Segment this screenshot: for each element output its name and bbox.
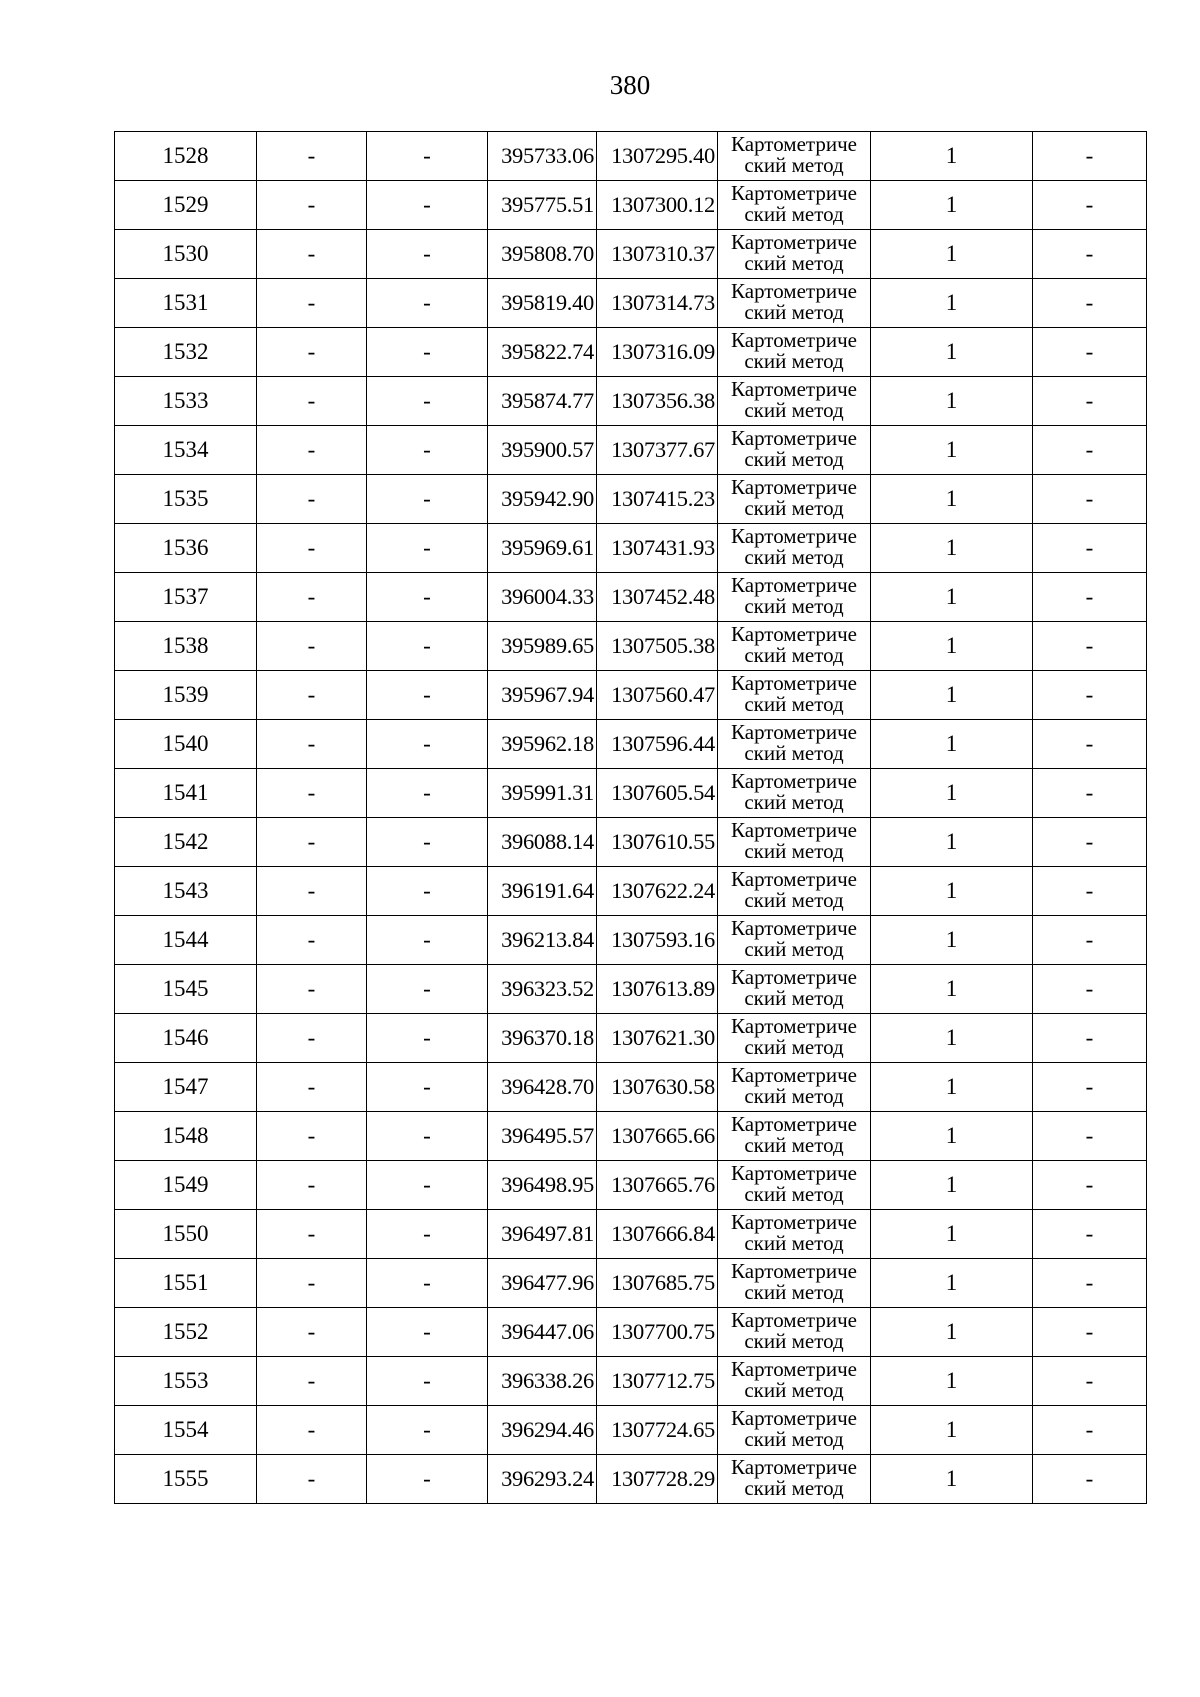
note-cell: - xyxy=(1033,279,1147,328)
method-cell xyxy=(718,1161,871,1210)
method-cell xyxy=(718,867,871,916)
empty-value-cell: - xyxy=(257,916,367,965)
method-text: Картометриче ский метод xyxy=(731,1065,857,1108)
table-row xyxy=(115,328,1147,377)
x-coordinate-cell: 395733.06 xyxy=(488,132,597,181)
method-cell xyxy=(718,230,871,279)
point-number-cell: 1537 xyxy=(115,573,257,622)
method-cell xyxy=(718,671,871,720)
empty-value-cell: - xyxy=(367,769,488,818)
table-row xyxy=(115,377,1147,426)
method-text: Картометриче ский метод xyxy=(731,967,857,1010)
method-cell xyxy=(718,181,871,230)
accuracy-cell: 1 xyxy=(871,818,1033,867)
table-row xyxy=(115,426,1147,475)
empty-value-cell: - xyxy=(367,916,488,965)
point-number-cell: 1541 xyxy=(115,769,257,818)
x-coordinate-cell: 396497.81 xyxy=(488,1210,597,1259)
accuracy-cell: 1 xyxy=(871,867,1033,916)
y-coordinate-cell: 1307316.09 xyxy=(597,328,718,377)
y-coordinate-cell: 1307593.16 xyxy=(597,916,718,965)
accuracy-cell: 1 xyxy=(871,720,1033,769)
empty-value-cell: - xyxy=(367,573,488,622)
accuracy-cell: 1 xyxy=(871,1210,1033,1259)
empty-value-cell: - xyxy=(257,1014,367,1063)
empty-value-cell: - xyxy=(257,1063,367,1112)
table-row xyxy=(115,279,1147,328)
x-coordinate-cell: 396294.46 xyxy=(488,1406,597,1455)
y-coordinate-cell: 1307665.76 xyxy=(597,1161,718,1210)
point-number-cell: 1550 xyxy=(115,1210,257,1259)
empty-value-cell: - xyxy=(367,426,488,475)
x-coordinate-cell: 396477.96 xyxy=(488,1259,597,1308)
empty-value-cell: - xyxy=(367,818,488,867)
x-coordinate-cell: 396370.18 xyxy=(488,1014,597,1063)
x-coordinate-cell: 396191.64 xyxy=(488,867,597,916)
table-row xyxy=(115,1014,1147,1063)
method-text: Картометриче ский метод xyxy=(731,1310,857,1353)
note-cell: - xyxy=(1033,671,1147,720)
y-coordinate-cell: 1307610.55 xyxy=(597,818,718,867)
table-row xyxy=(115,1161,1147,1210)
table-row xyxy=(115,622,1147,671)
table-row xyxy=(115,181,1147,230)
method-text: Картометриче ский метод xyxy=(731,1016,857,1059)
empty-value-cell: - xyxy=(257,622,367,671)
y-coordinate-cell: 1307300.12 xyxy=(597,181,718,230)
empty-value-cell: - xyxy=(367,671,488,720)
method-text: Картометриче ский метод xyxy=(731,1457,857,1500)
x-coordinate-cell: 396004.33 xyxy=(488,573,597,622)
x-coordinate-cell: 395808.70 xyxy=(488,230,597,279)
empty-value-cell: - xyxy=(367,1259,488,1308)
method-cell xyxy=(718,426,871,475)
table-row xyxy=(115,1406,1147,1455)
y-coordinate-cell: 1307452.48 xyxy=(597,573,718,622)
empty-value-cell: - xyxy=(257,965,367,1014)
method-text: Картометриче ский метод xyxy=(731,1359,857,1402)
point-number-cell: 1532 xyxy=(115,328,257,377)
accuracy-cell: 1 xyxy=(871,965,1033,1014)
note-cell: - xyxy=(1033,1112,1147,1161)
point-number-cell: 1549 xyxy=(115,1161,257,1210)
method-cell xyxy=(718,475,871,524)
accuracy-cell: 1 xyxy=(871,524,1033,573)
y-coordinate-cell: 1307685.75 xyxy=(597,1259,718,1308)
x-coordinate-cell: 396428.70 xyxy=(488,1063,597,1112)
x-coordinate-cell: 395942.90 xyxy=(488,475,597,524)
y-coordinate-cell: 1307665.66 xyxy=(597,1112,718,1161)
y-coordinate-cell: 1307560.47 xyxy=(597,671,718,720)
accuracy-cell: 1 xyxy=(871,1455,1033,1504)
note-cell: - xyxy=(1033,1063,1147,1112)
empty-value-cell: - xyxy=(257,867,367,916)
point-number-cell: 1546 xyxy=(115,1014,257,1063)
table-row xyxy=(115,818,1147,867)
empty-value-cell: - xyxy=(257,377,367,426)
accuracy-cell: 1 xyxy=(871,1406,1033,1455)
point-number-cell: 1543 xyxy=(115,867,257,916)
point-number-cell: 1548 xyxy=(115,1112,257,1161)
method-cell xyxy=(718,1406,871,1455)
note-cell: - xyxy=(1033,1308,1147,1357)
point-number-cell: 1539 xyxy=(115,671,257,720)
y-coordinate-cell: 1307505.38 xyxy=(597,622,718,671)
y-coordinate-cell: 1307377.67 xyxy=(597,426,718,475)
note-cell: - xyxy=(1033,1259,1147,1308)
note-cell: - xyxy=(1033,965,1147,1014)
empty-value-cell: - xyxy=(367,1357,488,1406)
empty-value-cell: - xyxy=(367,622,488,671)
method-cell xyxy=(718,377,871,426)
empty-value-cell: - xyxy=(367,475,488,524)
x-coordinate-cell: 396495.57 xyxy=(488,1112,597,1161)
x-coordinate-cell: 396498.95 xyxy=(488,1161,597,1210)
note-cell: - xyxy=(1033,1014,1147,1063)
empty-value-cell: - xyxy=(257,181,367,230)
x-coordinate-cell: 395962.18 xyxy=(488,720,597,769)
table-row xyxy=(115,671,1147,720)
table-row xyxy=(115,916,1147,965)
y-coordinate-cell: 1307314.73 xyxy=(597,279,718,328)
table-row xyxy=(115,475,1147,524)
empty-value-cell: - xyxy=(367,1406,488,1455)
method-cell xyxy=(718,1357,871,1406)
empty-value-cell: - xyxy=(257,1112,367,1161)
table-row xyxy=(115,1308,1147,1357)
method-cell xyxy=(718,720,871,769)
x-coordinate-cell: 395822.74 xyxy=(488,328,597,377)
table-row xyxy=(115,1455,1147,1504)
note-cell: - xyxy=(1033,1455,1147,1504)
note-cell: - xyxy=(1033,1161,1147,1210)
note-cell: - xyxy=(1033,328,1147,377)
method-cell xyxy=(718,769,871,818)
empty-value-cell: - xyxy=(257,426,367,475)
accuracy-cell: 1 xyxy=(871,181,1033,230)
note-cell: - xyxy=(1033,622,1147,671)
method-text: Картометриче ский метод xyxy=(731,869,857,912)
empty-value-cell: - xyxy=(367,328,488,377)
method-text: Картометриче ский метод xyxy=(731,281,857,324)
y-coordinate-cell: 1307700.75 xyxy=(597,1308,718,1357)
table-row xyxy=(115,1063,1147,1112)
y-coordinate-cell: 1307356.38 xyxy=(597,377,718,426)
empty-value-cell: - xyxy=(367,1308,488,1357)
note-cell: - xyxy=(1033,573,1147,622)
method-text: Картометриче ский метод xyxy=(731,771,857,814)
method-text: Картометриче ский метод xyxy=(731,232,857,275)
x-coordinate-cell: 395991.31 xyxy=(488,769,597,818)
page-number: 380 xyxy=(609,70,651,100)
note-cell: - xyxy=(1033,916,1147,965)
method-text: Картометриче ский метод xyxy=(731,477,857,520)
table-row xyxy=(115,867,1147,916)
method-cell xyxy=(718,1014,871,1063)
x-coordinate-cell: 396447.06 xyxy=(488,1308,597,1357)
empty-value-cell: - xyxy=(367,230,488,279)
note-cell: - xyxy=(1033,377,1147,426)
y-coordinate-cell: 1307666.84 xyxy=(597,1210,718,1259)
x-coordinate-cell: 396323.52 xyxy=(488,965,597,1014)
method-text: Картометриче ский метод xyxy=(731,1114,857,1157)
point-number-cell: 1540 xyxy=(115,720,257,769)
note-cell: - xyxy=(1033,132,1147,181)
method-text: Картометриче ский метод xyxy=(731,1261,857,1304)
accuracy-cell: 1 xyxy=(871,426,1033,475)
point-number-cell: 1538 xyxy=(115,622,257,671)
accuracy-cell: 1 xyxy=(871,1014,1033,1063)
method-cell xyxy=(718,965,871,1014)
x-coordinate-cell: 396293.24 xyxy=(488,1455,597,1504)
x-coordinate-cell: 395969.61 xyxy=(488,524,597,573)
accuracy-cell: 1 xyxy=(871,132,1033,181)
method-text: Картометриче ский метод xyxy=(731,820,857,863)
x-coordinate-cell: 396213.84 xyxy=(488,916,597,965)
point-number-cell: 1551 xyxy=(115,1259,257,1308)
note-cell: - xyxy=(1033,1210,1147,1259)
method-text: Картометриче ский метод xyxy=(731,624,857,667)
method-cell xyxy=(718,573,871,622)
table-row xyxy=(115,1112,1147,1161)
table-row xyxy=(115,769,1147,818)
method-text: Картометриче ский метод xyxy=(731,134,857,177)
empty-value-cell: - xyxy=(367,965,488,1014)
table-row xyxy=(115,1357,1147,1406)
note-cell: - xyxy=(1033,1357,1147,1406)
y-coordinate-cell: 1307728.29 xyxy=(597,1455,718,1504)
x-coordinate-cell: 396088.14 xyxy=(488,818,597,867)
accuracy-cell: 1 xyxy=(871,1357,1033,1406)
empty-value-cell: - xyxy=(257,1406,367,1455)
y-coordinate-cell: 1307415.23 xyxy=(597,475,718,524)
empty-value-cell: - xyxy=(257,328,367,377)
empty-value-cell: - xyxy=(367,1210,488,1259)
note-cell: - xyxy=(1033,867,1147,916)
accuracy-cell: 1 xyxy=(871,573,1033,622)
point-number-cell: 1528 xyxy=(115,132,257,181)
empty-value-cell: - xyxy=(257,573,367,622)
point-number-cell: 1555 xyxy=(115,1455,257,1504)
method-text: Картометриче ский метод xyxy=(731,526,857,569)
method-cell xyxy=(718,1308,871,1357)
point-number-cell: 1536 xyxy=(115,524,257,573)
empty-value-cell: - xyxy=(257,769,367,818)
empty-value-cell: - xyxy=(367,377,488,426)
table-row xyxy=(115,965,1147,1014)
method-cell xyxy=(718,1259,871,1308)
empty-value-cell: - xyxy=(367,1112,488,1161)
point-number-cell: 1534 xyxy=(115,426,257,475)
y-coordinate-cell: 1307431.93 xyxy=(597,524,718,573)
point-number-cell: 1552 xyxy=(115,1308,257,1357)
y-coordinate-cell: 1307613.89 xyxy=(597,965,718,1014)
note-cell: - xyxy=(1033,1406,1147,1455)
empty-value-cell: - xyxy=(367,1014,488,1063)
y-coordinate-cell: 1307621.30 xyxy=(597,1014,718,1063)
empty-value-cell: - xyxy=(257,1357,367,1406)
method-cell xyxy=(718,524,871,573)
coordinates-table xyxy=(114,131,1147,1504)
accuracy-cell: 1 xyxy=(871,622,1033,671)
table-body xyxy=(115,132,1147,1504)
table-row xyxy=(115,720,1147,769)
method-text: Картометриче ский метод xyxy=(731,1212,857,1255)
empty-value-cell: - xyxy=(367,181,488,230)
method-text: Картометриче ский метод xyxy=(731,918,857,961)
x-coordinate-cell: 395900.57 xyxy=(488,426,597,475)
empty-value-cell: - xyxy=(257,1161,367,1210)
empty-value-cell: - xyxy=(257,1308,367,1357)
note-cell: - xyxy=(1033,818,1147,867)
point-number-cell: 1554 xyxy=(115,1406,257,1455)
y-coordinate-cell: 1307310.37 xyxy=(597,230,718,279)
y-coordinate-cell: 1307605.54 xyxy=(597,769,718,818)
accuracy-cell: 1 xyxy=(871,1112,1033,1161)
y-coordinate-cell: 1307724.65 xyxy=(597,1406,718,1455)
empty-value-cell: - xyxy=(257,524,367,573)
accuracy-cell: 1 xyxy=(871,328,1033,377)
method-cell xyxy=(718,328,871,377)
accuracy-cell: 1 xyxy=(871,916,1033,965)
empty-value-cell: - xyxy=(257,230,367,279)
accuracy-cell: 1 xyxy=(871,475,1033,524)
x-coordinate-cell: 396338.26 xyxy=(488,1357,597,1406)
method-cell xyxy=(718,132,871,181)
y-coordinate-cell: 1307596.44 xyxy=(597,720,718,769)
empty-value-cell: - xyxy=(367,132,488,181)
method-text: Картометриче ский метод xyxy=(731,575,857,618)
empty-value-cell: - xyxy=(257,132,367,181)
point-number-cell: 1535 xyxy=(115,475,257,524)
method-cell xyxy=(718,622,871,671)
table-row xyxy=(115,230,1147,279)
empty-value-cell: - xyxy=(367,867,488,916)
accuracy-cell: 1 xyxy=(871,769,1033,818)
method-cell xyxy=(718,279,871,328)
point-number-cell: 1531 xyxy=(115,279,257,328)
point-number-cell: 1544 xyxy=(115,916,257,965)
note-cell: - xyxy=(1033,475,1147,524)
accuracy-cell: 1 xyxy=(871,230,1033,279)
empty-value-cell: - xyxy=(367,720,488,769)
x-coordinate-cell: 395989.65 xyxy=(488,622,597,671)
y-coordinate-cell: 1307295.40 xyxy=(597,132,718,181)
y-coordinate-cell: 1307712.75 xyxy=(597,1357,718,1406)
method-text: Картометриче ский метод xyxy=(731,379,857,422)
x-coordinate-cell: 395874.77 xyxy=(488,377,597,426)
empty-value-cell: - xyxy=(257,720,367,769)
x-coordinate-cell: 395819.40 xyxy=(488,279,597,328)
method-text: Картометриче ский метод xyxy=(731,722,857,765)
method-text: Картометриче ский метод xyxy=(731,1408,857,1451)
note-cell: - xyxy=(1033,426,1147,475)
accuracy-cell: 1 xyxy=(871,1308,1033,1357)
point-number-cell: 1547 xyxy=(115,1063,257,1112)
method-text: Картометриче ский метод xyxy=(731,183,857,226)
point-number-cell: 1533 xyxy=(115,377,257,426)
note-cell: - xyxy=(1033,720,1147,769)
x-coordinate-cell: 395775.51 xyxy=(488,181,597,230)
table-row xyxy=(115,524,1147,573)
method-text: Картометриче ский метод xyxy=(731,330,857,373)
method-text: Картометриче ский метод xyxy=(731,1163,857,1206)
empty-value-cell: - xyxy=(367,524,488,573)
empty-value-cell: - xyxy=(257,279,367,328)
accuracy-cell: 1 xyxy=(871,1259,1033,1308)
point-number-cell: 1530 xyxy=(115,230,257,279)
note-cell: - xyxy=(1033,524,1147,573)
accuracy-cell: 1 xyxy=(871,1063,1033,1112)
x-coordinate-cell: 395967.94 xyxy=(488,671,597,720)
method-text: Картометриче ский метод xyxy=(731,428,857,471)
accuracy-cell: 1 xyxy=(871,279,1033,328)
empty-value-cell: - xyxy=(257,1259,367,1308)
method-text: Картометриче ский метод xyxy=(731,673,857,716)
point-number-cell: 1529 xyxy=(115,181,257,230)
accuracy-cell: 1 xyxy=(871,1161,1033,1210)
note-cell: - xyxy=(1033,181,1147,230)
method-cell xyxy=(718,818,871,867)
accuracy-cell: 1 xyxy=(871,377,1033,426)
table-row xyxy=(115,1210,1147,1259)
y-coordinate-cell: 1307630.58 xyxy=(597,1063,718,1112)
point-number-cell: 1553 xyxy=(115,1357,257,1406)
empty-value-cell: - xyxy=(367,1161,488,1210)
method-cell xyxy=(718,1112,871,1161)
note-cell: - xyxy=(1033,769,1147,818)
point-number-cell: 1545 xyxy=(115,965,257,1014)
note-cell: - xyxy=(1033,230,1147,279)
empty-value-cell: - xyxy=(257,818,367,867)
table-row xyxy=(115,1259,1147,1308)
point-number-cell: 1542 xyxy=(115,818,257,867)
empty-value-cell: - xyxy=(367,279,488,328)
empty-value-cell: - xyxy=(367,1455,488,1504)
accuracy-cell: 1 xyxy=(871,671,1033,720)
method-cell xyxy=(718,1063,871,1112)
empty-value-cell: - xyxy=(367,1063,488,1112)
method-cell xyxy=(718,1210,871,1259)
table-row xyxy=(115,573,1147,622)
empty-value-cell: - xyxy=(257,1455,367,1504)
method-cell xyxy=(718,916,871,965)
method-cell xyxy=(718,1455,871,1504)
table-row xyxy=(115,132,1147,181)
y-coordinate-cell: 1307622.24 xyxy=(597,867,718,916)
empty-value-cell: - xyxy=(257,475,367,524)
empty-value-cell: - xyxy=(257,1210,367,1259)
empty-value-cell: - xyxy=(257,671,367,720)
